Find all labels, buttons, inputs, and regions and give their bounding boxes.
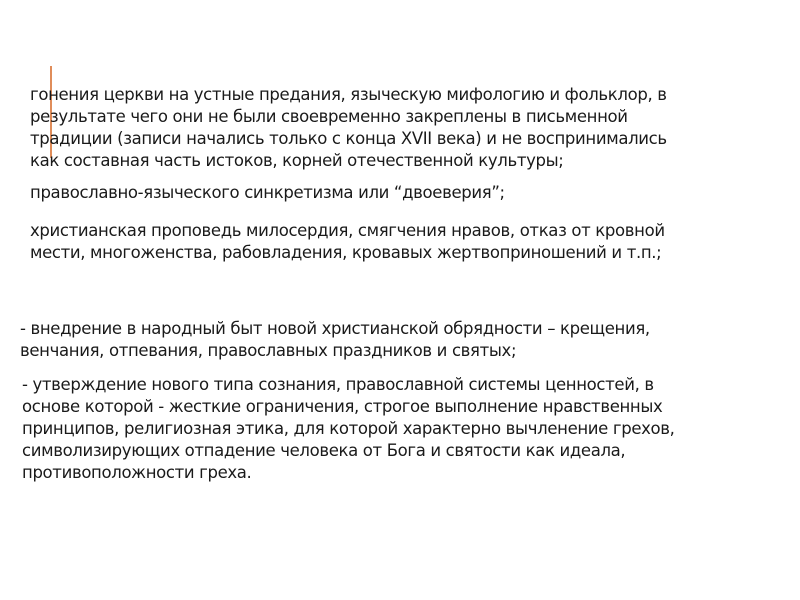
paragraph-dual-faith: православно-языческого синкретизма или “двоеверия”; [30, 183, 505, 202]
paragraph-new-consciousness: - утверждение нового типа сознания, православной системы ценностей, в основе которой - жесткие ограничения, строгое выполнение нравственных принципов, религиозная этика, для которой характерно вычленение грехов, символизирующих отпадение человека от Бога и святости как идеала, противоположности греха. [22, 375, 675, 482]
paragraph-christian-preaching: христианская проповедь милосердия, смягчения нравов, отказ от кровной мести, многоженства, рабовладения, кровавых жертвоприношений и т.п.; [30, 221, 665, 262]
paragraph-new-rituals: - внедрение в народный быт новой христианской обрядности – крещения, венчания, отпевания, православных праздников и святых; [20, 319, 650, 360]
paragraph-church-persecution: гонения церкви на устные предания, языческую мифологию и фольклор, в результате чего они не были своевременно закреплены в письменной традиции (записи начались только с конца XVII века) и не воспринимались как составная часть истоков, корней отечественной культуры; [30, 85, 667, 170]
